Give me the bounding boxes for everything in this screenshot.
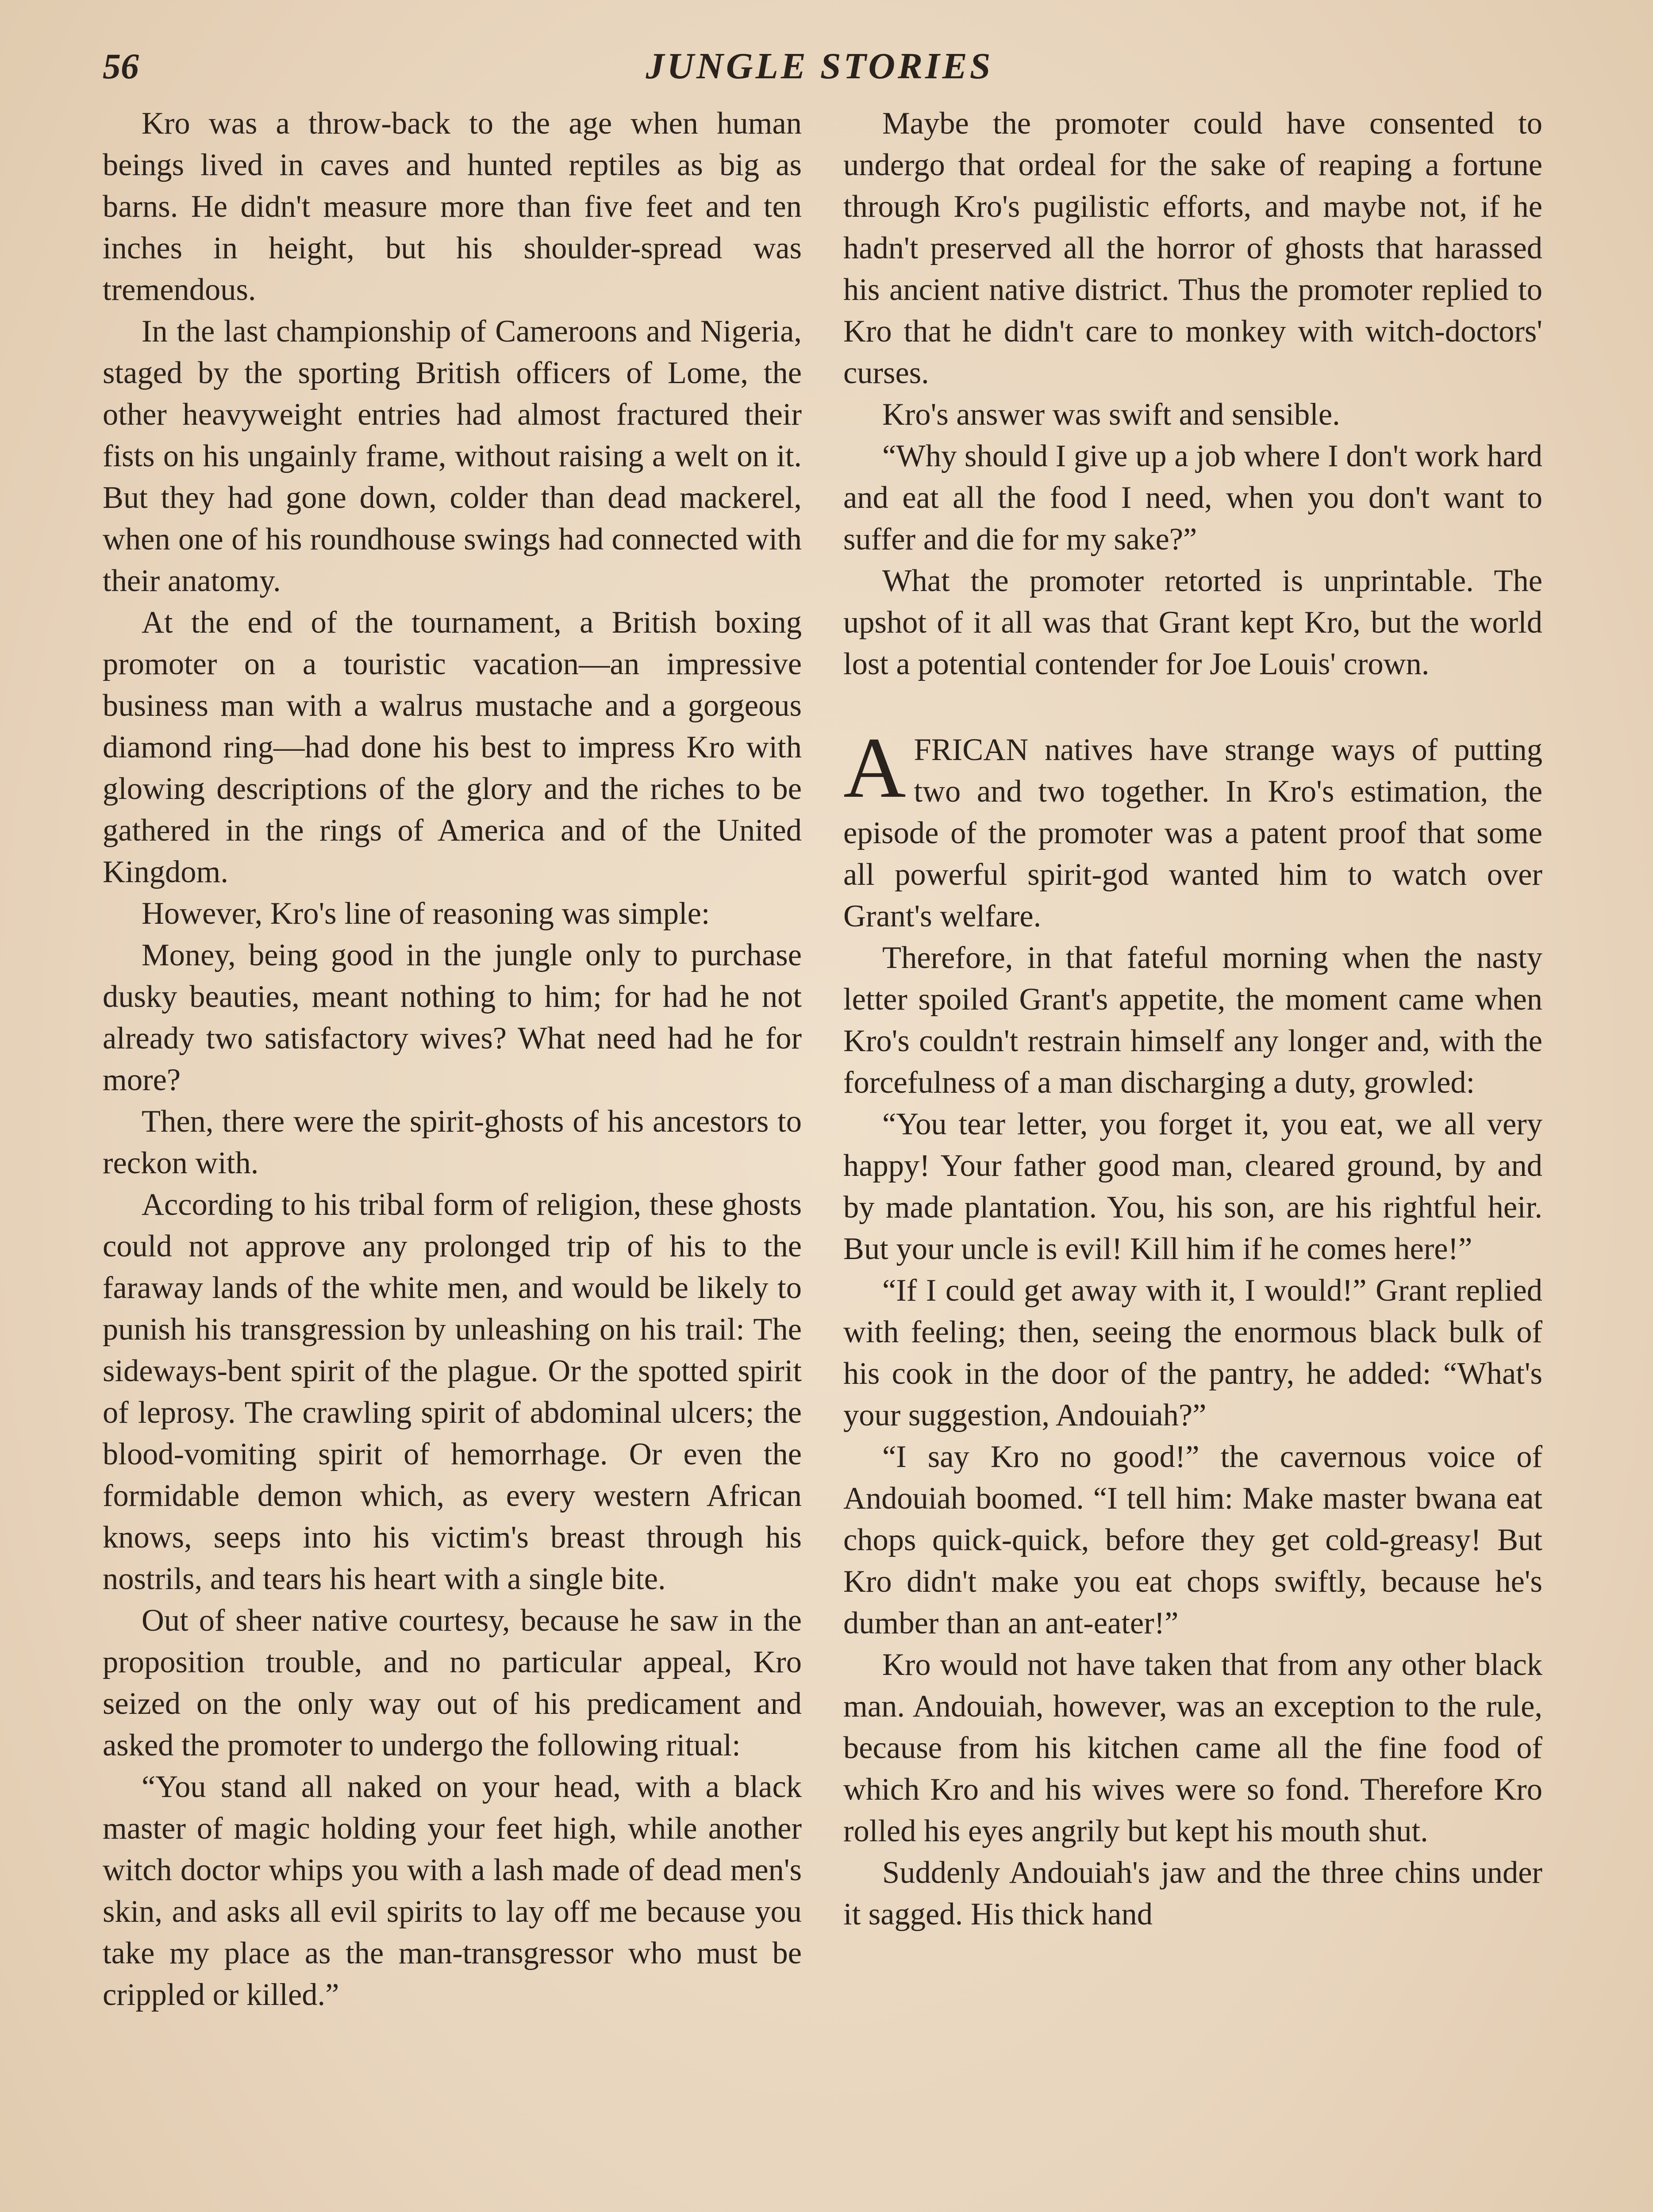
paragraph: What the promoter retorted is unprintable. The upshot of it all was that Grant kept Kro, but the world lost a potential contender for Joe Louis' crown.	[843, 564, 1542, 681]
paragraph: Kro would not have taken that from any other black man. Andouiah, however, was an exception to the rule, because from his kitchen came all the fine food of which Kro and his wives were so fond. Therefore Kro rolled his eyes angrily but kept his mouth shut.	[843, 1647, 1542, 1848]
paragraph: “You tear letter, you forget it, you eat, we all very happy! Your father good man, cleared ground, by and by made plantation. You, his son, are his rightful heir. But your uncle is evil! Kill him if he comes here!”	[843, 1107, 1542, 1266]
paragraph: “Why should I give up a job where I don't work hard and eat all the food I need, when you don't want to suffer and die for my sake?”	[843, 439, 1542, 557]
paragraph: However, Kro's line of reasoning was simple:	[142, 896, 710, 931]
drop-cap: A	[843, 720, 906, 816]
paragraph: In the last championship of Cameroons and Nigeria, staged by the sporting British officers of Lome, the other heavyweight entries had almost fractured their fists on his ungainly frame, without raising a welt on it. But they had gone down, colder than dead mackerel, when one of his roundhouse swings had connected with their anatomy.	[103, 314, 802, 598]
section-opening-paragraph	[843, 720, 1542, 937]
paragraph: According to his tribal form of religion, these ghosts could not approve any prolonged trip of his to the faraway lands of the white men, and would be likely to punish his transgression by unleashing on his trail: The sideways-bent spirit of the plague. Or the spotted spirit of leprosy. The crawling spirit of abdominal ulcers; the blood-vomiting spirit of hemorrhage. Or even the formidable demon which, as every western African knows, seeps into his victim's breast through his nostrils, and tears his heart with a single bite.	[103, 1187, 802, 1596]
paragraph: “You stand all naked on your head, with a black master of magic holding your feet high, while another witch doctor whips you with a lash made of dead men's skin, and asks all evil spirits to lay off me because you take my place as the man-transgressor who must be crippled or killed.”	[103, 1770, 802, 2012]
page-header	[103, 42, 1536, 91]
paragraph: Suddenly Andouiah's jaw and the three chins under it sagged. His thick hand	[843, 1855, 1542, 1932]
section-opening-text: FRICAN natives have strange ways of putting two and two together. In Kro's estimation, the episode of the promoter was a patent proof that some all powerful spirit-god wanted him to watch over Grant's welfare.	[843, 733, 1542, 933]
paragraph: “I say Kro no good!” the cavernous voice of Andouiah boomed. “I tell him: Make master bwana eat chops quick-quick, before they get cold-greasy! But Kro didn't make you eat chops swiftly, because he's dumber than an ant-eater!”	[843, 1440, 1542, 1640]
paragraph: At the end of the tournament, a British boxing promoter on a touristic vacation—an impressive business man with a walrus mustache and a gorgeous diamond ring—had done his best to impress Kro with glowing descriptions of the glory and the riches to be gathered in the rings of America and of the United Kingdom.	[103, 605, 802, 889]
paragraph: Therefore, in that fateful morning when the nasty letter spoiled Grant's appetite, the moment came when Kro's couldn't restrain himself any longer and, with the forcefulness of a man discharging a duty, growled:	[843, 941, 1542, 1100]
paragraph: “If I could get away with it, I would!” Grant replied with feeling; then, seeing the enormous black bulk of his cook in the door of the pantry, he added: “What's your suggestion, Andouiah?”	[843, 1273, 1542, 1432]
left-column	[103, 103, 802, 2212]
paragraph: Maybe the promoter could have consented to undergo that ordeal for the sake of reaping a fortune through Kro's pugilistic efforts, and maybe not, if he hadn't preserved all the horror of ghosts that harassed his ancient native district. Thus the promoter replied to Kro that he didn't care to monkey with witch-doctors' curses.	[843, 106, 1542, 390]
paragraph: Kro's answer was swift and sensible.	[882, 397, 1340, 432]
paragraph: Out of sheer native courtesy, because he saw in the proposition trouble, and no particular appeal, Kro seized on the only way out of his predicament and asked the promoter to undergo the following ritual:	[103, 1603, 802, 1763]
paragraph: Money, being good in the jungle only to purchase dusky beauties, meant nothing to him; for had he not already two satisfactory wives? What need had he for more?	[103, 938, 802, 1097]
page-number: 56	[103, 46, 139, 86]
paragraph: Kro was a throw-back to the age when human beings lived in caves and hunted reptiles as big as barns. He didn't measure more than five feet and ten inches in height, but his shoulder-spread was tremendous.	[103, 106, 802, 307]
paragraph: Then, there were the spirit-ghosts of his ancestors to reckon with.	[103, 1104, 802, 1180]
running-title: JUNGLE STORIES	[646, 46, 993, 87]
right-column	[843, 103, 1542, 2212]
